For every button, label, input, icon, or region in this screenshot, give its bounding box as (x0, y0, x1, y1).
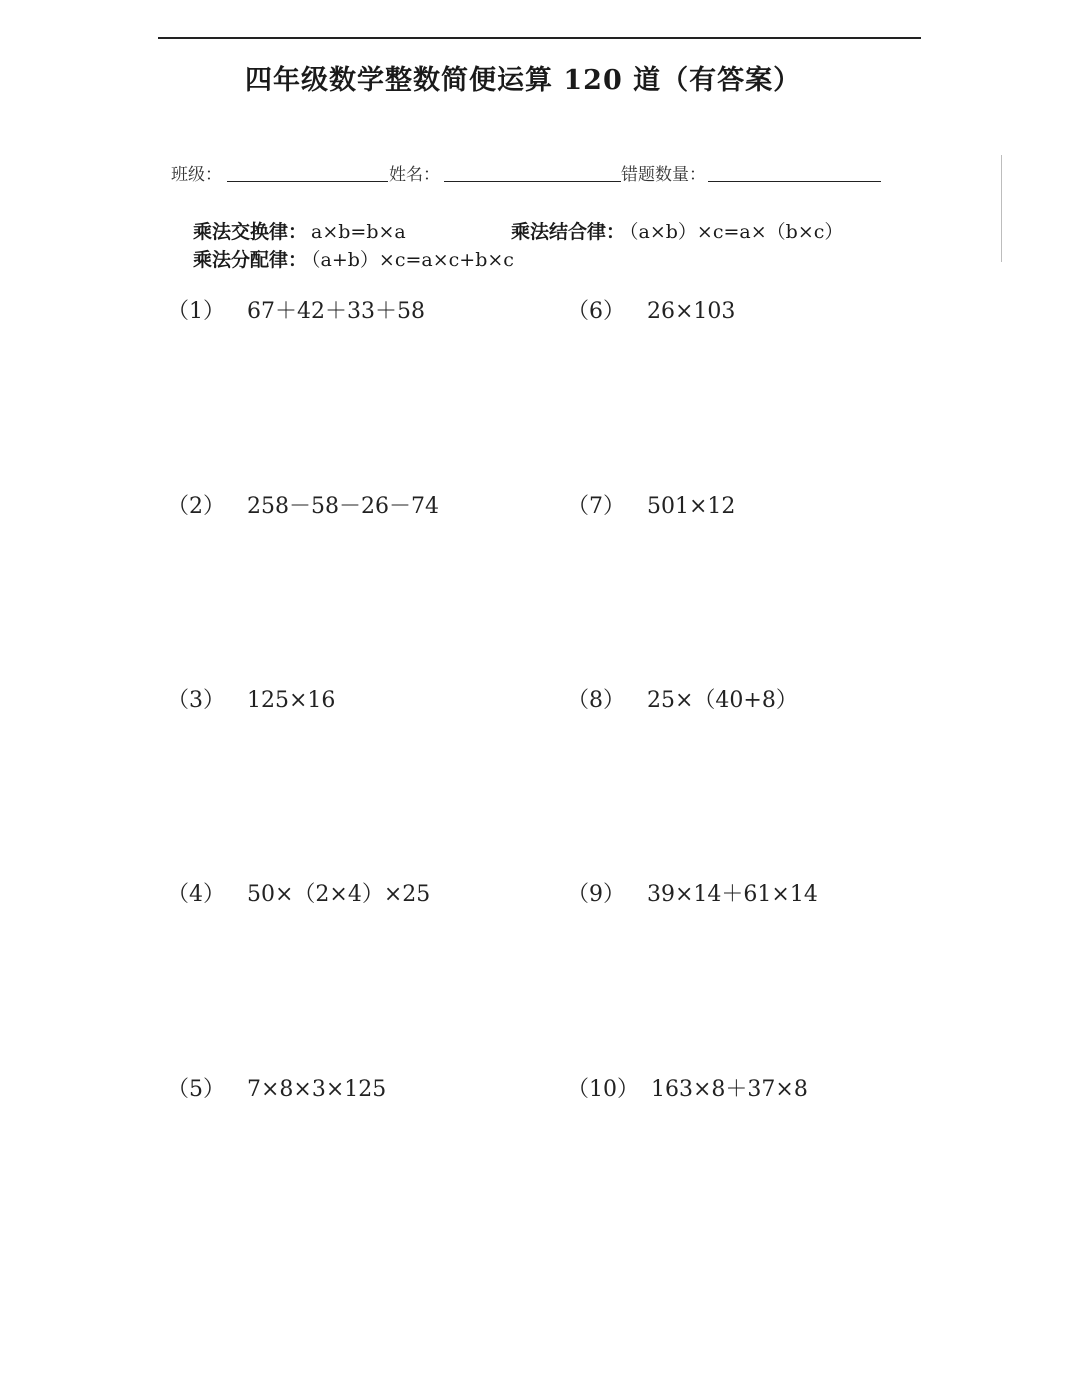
problem-number: （9） (567, 882, 625, 907)
problem-expression: 501×12 (647, 494, 736, 519)
name-field[interactable] (444, 181, 621, 182)
problem-expression: 39×14＋61×14 (647, 882, 818, 907)
problem-expression: 25×（40+8） (647, 688, 798, 713)
problem-expression: 125×16 (247, 688, 336, 713)
problem-4 (167, 877, 430, 908)
law-commutative (193, 217, 406, 244)
problem-expression: 258－58－26－74 (247, 494, 439, 519)
problem-expression: 163×8＋37×8 (651, 1077, 808, 1102)
problem-6 (567, 294, 735, 325)
page-title: 四年级数学整数简便运算 120 道（有答案） (245, 65, 802, 96)
law-formula: a×b=b×a (311, 221, 406, 243)
law-name: 乘法结合律： (511, 221, 626, 243)
errors-field[interactable] (708, 181, 881, 182)
name-label: 姓名： (389, 165, 440, 185)
problem-number: （4） (167, 882, 225, 907)
law-name: 乘法交换律： (193, 221, 308, 243)
class-field[interactable] (227, 181, 388, 182)
law-distributive (193, 245, 514, 272)
problem-expression: 7×8×3×125 (247, 1077, 387, 1102)
problem-8 (567, 683, 798, 714)
problem-expression: 26×103 (647, 299, 736, 324)
problem-number: （3） (167, 688, 225, 713)
problem-number: （1） (167, 299, 225, 324)
page-edge-mark (1001, 155, 1002, 262)
law-formula: （a+b）×c=a×c+b×c (311, 249, 514, 271)
top-rule (158, 37, 921, 39)
problem-2 (167, 489, 439, 520)
law-associative (511, 217, 843, 244)
class-label: 班级： (171, 165, 222, 185)
problem-5 (167, 1072, 386, 1103)
problem-1 (167, 294, 425, 325)
problem-10 (567, 1072, 808, 1103)
problem-number: （2） (167, 494, 225, 519)
problem-7 (567, 489, 735, 520)
law-name: 乘法分配律： (193, 249, 308, 271)
problem-number: （7） (567, 494, 625, 519)
problem-number: （10） (567, 1077, 639, 1102)
law-formula: （a×b）×c=a×（b×c） (629, 221, 844, 243)
problem-expression: 67＋42＋33＋58 (247, 299, 425, 324)
errors-label: 错题数量： (621, 165, 706, 185)
problem-9 (567, 877, 818, 908)
problem-number: （8） (567, 688, 625, 713)
problem-3 (167, 683, 335, 714)
problem-number: （6） (567, 299, 625, 324)
problem-expression: 50×（2×4）×25 (247, 882, 431, 907)
problem-number: （5） (167, 1077, 225, 1102)
